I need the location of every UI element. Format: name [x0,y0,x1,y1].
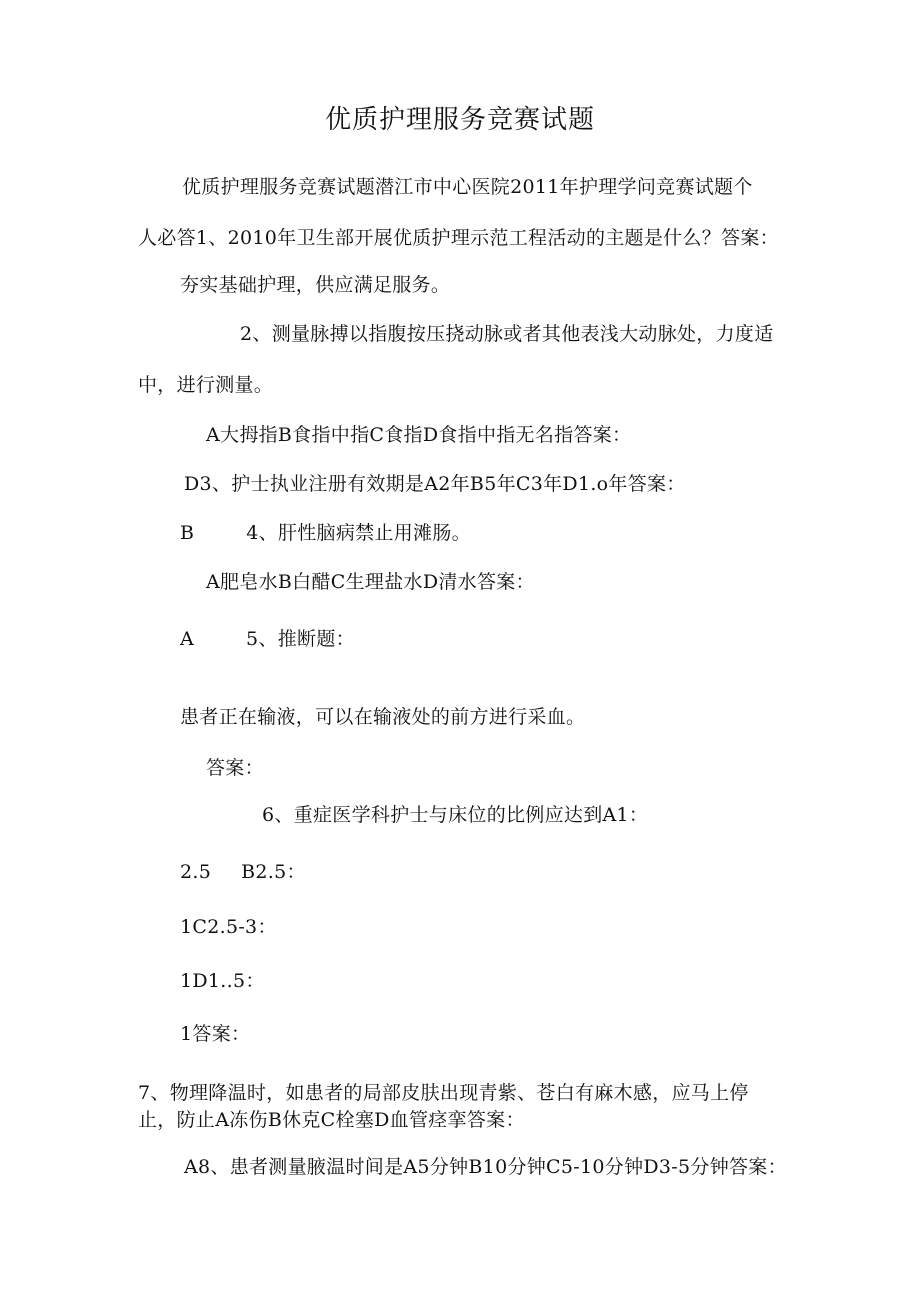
question-line: 7、物理降温时，如患者的局部皮肤出现青紫、苍白有麻木感，应马上停 [138,1082,749,1104]
options-line: A肥皂水B白醋C生理盐水D清水答案： [206,571,535,593]
options-line: 1D1..5： [180,970,265,992]
question-text: 5、推断题： [246,628,355,650]
options-line: 1C2.5-3： [180,916,277,938]
question-line: 2、测量脉搏以指腹按压挠动脉或者其他表浅大动脉处，力度适 [240,323,774,345]
question-line: 止，防止A冻伤B休克C栓塞D血管痉挛答案： [138,1109,525,1131]
paragraph-line: 人必答1、2010年卫生部开展优质护理示范工程活动的主题是什么？答案： [138,227,779,249]
question-text: 4、肝性脑病禁止用滩肠。 [246,522,471,544]
paragraph-line: 患者正在输液，可以在输液处的前方进行采血。 [180,706,586,728]
question-line: 中，进行测量。 [138,374,274,396]
answer-question-line [180,521,471,545]
option-value: 2.5 [180,861,212,883]
answer-question-line [180,627,355,651]
options-line: A大拇指B食指中指C食指D食指中指无名指答案： [206,424,632,446]
option-value: B2.5： [241,861,306,883]
answer-line: 答案： [206,757,264,779]
page-title: 优质护理服务竞赛试题 [324,105,595,135]
options-line [180,860,306,884]
answer-letter: A [180,628,195,650]
question-line: 6、重症医学科护士与床位的比例应达到A1： [262,804,649,826]
answer-letter: B [180,522,195,544]
paragraph-line: 优质护理服务竞赛试题潜江市中心医院2011年护理学问竞赛试题个 [182,176,753,198]
question-line: D3、护士执业注册有效期是A2年B5年C3年D1.o年答案： [184,473,686,495]
answer-line: 1答案： [180,1023,251,1045]
paragraph-line: 夯实基础护理，供应满足服务。 [180,274,451,296]
question-line: A8、患者测量腋温时间是A5分钟B10分钟C5-10分钟D3-5分钟答案： [184,1156,787,1178]
